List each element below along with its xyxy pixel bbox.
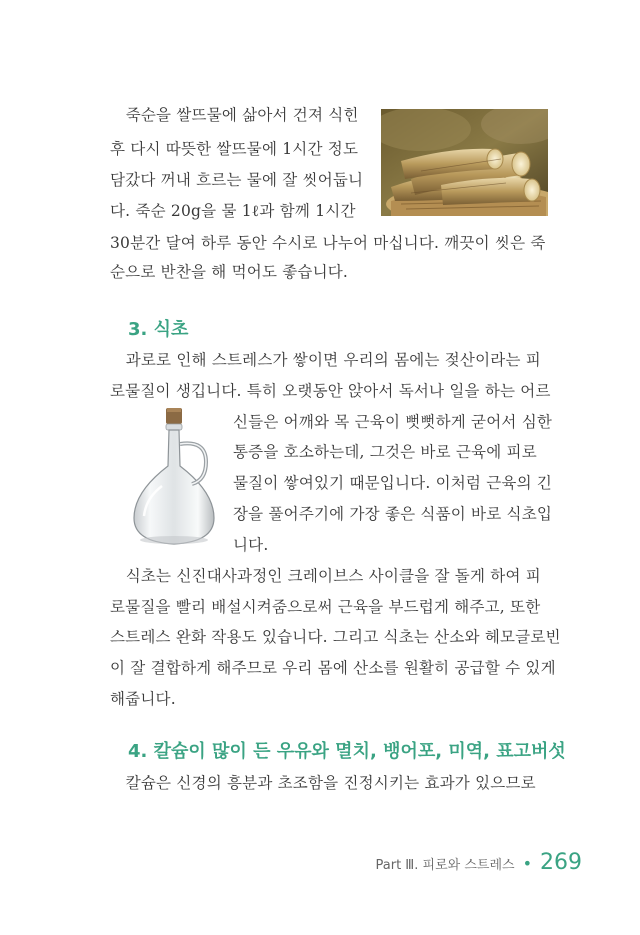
footer-bullet-icon: • <box>522 854 532 873</box>
text-line: 해줍니다. <box>110 690 176 708</box>
section-heading-vinegar: 3. 식초 <box>128 319 189 340</box>
page-number: 269 <box>540 850 582 875</box>
text-line: 식초는 신진대사과정인 크레이브스 사이클을 잘 돌게 하여 피 <box>110 567 541 585</box>
footer-part-title: Part Ⅲ. 피로와 스트레스 <box>375 858 515 873</box>
text-line: 과로로 인해 스트레스가 쌓이면 우리의 몸에는 젖산이라는 피 <box>110 351 541 369</box>
text-line: 이 잘 결합하게 해주므로 우리 몸에 산소를 원활히 공급할 수 있게 <box>110 659 556 677</box>
text-line: 후 다시 따뜻한 쌀뜨물에 1시간 정도 <box>110 140 359 158</box>
text-line: 순으로 반찬을 해 먹어도 좋습니다. <box>110 263 349 281</box>
text-line: 담갔다 꺼내 흐르는 물에 잘 씻어둡니 <box>110 171 364 189</box>
page-footer <box>376 850 583 875</box>
text-line: 30분간 달여 하루 동안 수시로 나누어 마십니다. 깨끗이 씻은 죽 <box>110 234 546 252</box>
text-line: 신들은 어깨와 목 근육이 뻣뻣하게 굳어서 심한 <box>233 413 553 431</box>
text-line: 통증을 호소하는데, 그것은 바로 근육에 피로 <box>233 443 537 461</box>
text-line: 스트레스 완화 작용도 있습니다. 그리고 식초는 산소와 헤모글로빈 <box>110 628 561 646</box>
text-line: 니다. <box>233 536 269 554</box>
section-heading-calcium: 4. 칼슘이 많이 든 우유와 멸치, 뱅어포, 미역, 표고버섯 <box>128 741 566 762</box>
text-line: 다. 죽순 20g을 물 1ℓ과 함께 1시간 <box>110 202 356 220</box>
vinegar-bottle-image <box>126 400 226 550</box>
text-line: 로물질을 빨리 배설시켜줌으로써 근육을 부드럽게 해주고, 또한 <box>110 598 541 616</box>
text-line: 칼슘은 신경의 흥분과 초조함을 진정시키는 효과가 있으므로 <box>110 774 536 792</box>
text-line: 물질이 쌓여있기 때문입니다. 이처럼 근육의 긴 <box>233 474 553 492</box>
text-line: 장을 풀어주기에 가장 좋은 식품이 바로 식초입 <box>233 505 553 523</box>
text-line: 로물질이 생깁니다. 특히 오랫동안 앉아서 독서나 일을 하는 어르 <box>110 382 551 400</box>
text-line: 죽순을 쌀뜨물에 삶아서 건져 식힌 <box>110 106 359 124</box>
bamboo-shoots-photo <box>381 109 548 216</box>
